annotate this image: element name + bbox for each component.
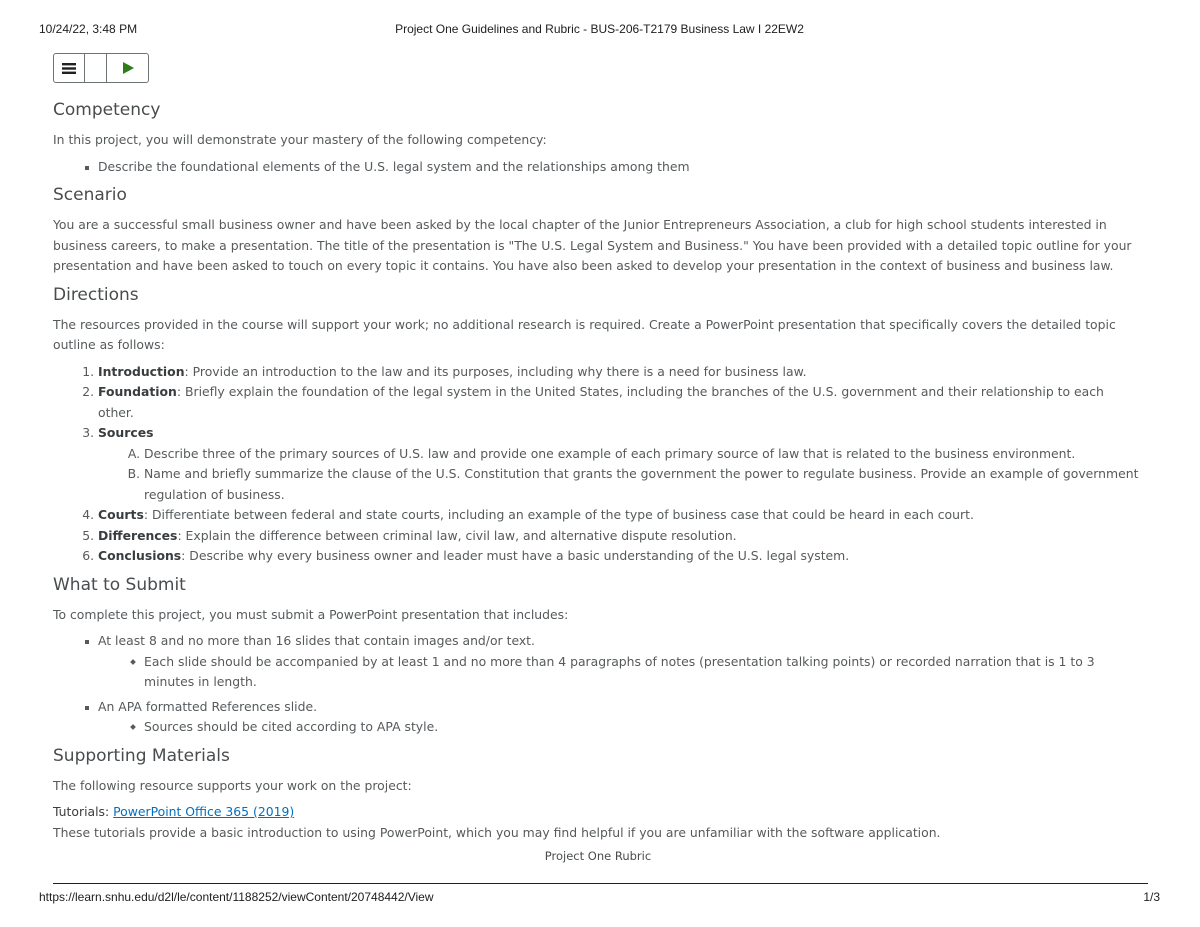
- supporting-intro: The following resource supports your work on the project:: [53, 777, 412, 793]
- print-url: https://learn.snhu.edu/d2l/le/content/1188252/viewContent/20748442/View: [39, 890, 434, 904]
- tutorials-label: Tutorials: [53, 804, 106, 819]
- item-text: : Explain the difference between criminal law, civil law, and alternative dispute resolution.: [177, 527, 737, 543]
- submit-item-text: At least 8 and no more than 16 slides that contain images and/or text.: [98, 633, 535, 648]
- directions-section: [53, 283, 1143, 567]
- scenario-section: [53, 183, 1143, 277]
- submit-subitem: Sources should be cited according to APA style.: [129, 717, 1143, 738]
- directions-heading: Directions: [53, 284, 139, 305]
- print-date: 10/24/22, 3:48 PM: [39, 22, 138, 36]
- directions-item-courts: [98, 505, 1143, 526]
- item-label: Introduction: [98, 363, 185, 379]
- menu-icon: [61, 62, 77, 75]
- submit-sublist: [98, 652, 1143, 693]
- document-content: [53, 98, 1143, 863]
- sources-subitem: B. Name and briefly summarize the clause of the U.S. Constitution that grants the government the power to regulate business. Provide an example of government regulation of business.: [144, 464, 1143, 505]
- competency-intro: In this project, you will demonstrate your mastery of the following competency:: [53, 132, 547, 147]
- sources-sublist: [98, 444, 1143, 506]
- competency-item: Describe the foundational elements of the U.S. legal system and the relationships among them: [83, 157, 1143, 178]
- submit-intro: To complete this project, you must submit a PowerPoint presentation that includes:: [53, 606, 569, 622]
- toc-menu-button[interactable]: [54, 54, 85, 82]
- item-text: : Differentiate between federal and state courts, including an example of the type of business case that could be heard in each court.: [143, 507, 974, 522]
- footer-divider: [53, 883, 1148, 884]
- submit-list: [53, 631, 1143, 738]
- competency-section: [53, 98, 1143, 177]
- directions-item-conclusions: [98, 546, 1143, 567]
- toolbar-spacer-button[interactable]: [85, 54, 107, 82]
- directions-item-differences: [98, 526, 1143, 547]
- item-label: Sources: [98, 425, 154, 440]
- directions-item-sources: [98, 423, 1143, 505]
- play-icon: [121, 61, 135, 75]
- scenario-text: You are a successful small business owner and have been asked by the local chapter of the Junior Entrepreneurs Association, a club for high school students interested in business careers, to make a presentation. The title of the presentation is "The U.S. Legal System and Business." You have been provided with a detailed topic outline for your presentation and have been asked to touch on every topic it contains. You have also been asked to develop your presentation in the context of business and business law.: [53, 217, 1132, 273]
- sources-subitem: A. Describe three of the primary sources of U.S. law and provide one example of each primary source of law that is related to the business environment.: [144, 444, 1143, 465]
- item-label: Conclusions: [98, 548, 182, 563]
- directions-intro: The resources provided in the course will support your work; no additional research is required. Create a PowerPoint presentation that specifically covers the detailed topic outline as follows:: [53, 316, 1116, 352]
- item-text: : Provide an introduction to the law and its purposes, including why there is a need for business law.: [184, 363, 807, 379]
- print-title: Project One Guidelines and Rubric - BUS-206-T2179 Business Law I 22EW2: [395, 22, 804, 36]
- powerpoint-tutorials-link[interactable]: PowerPoint Office 365 (2019): [113, 804, 295, 819]
- submit-item: [83, 697, 1143, 738]
- submit-section: [53, 573, 1143, 738]
- competency-list: [53, 157, 1143, 178]
- submit-subitem: Each slide should be accompanied by at least 1 and no more than 4 paragraphs of notes (presentation talking points) or recorded narration that is 1 to 3 minutes in length.: [129, 652, 1143, 693]
- supporting-heading: Supporting Materials: [53, 745, 230, 766]
- item-text: : Briefly explain the foundation of the legal system in the United States, including the branches of the U.S. government and their relationship to each other.: [98, 384, 1104, 420]
- item-label: Courts: [98, 507, 144, 522]
- directions-item-introduction: [98, 362, 1143, 383]
- page-number: 1/3: [1143, 890, 1160, 904]
- tutorials-description: These tutorials provide a basic introduction to using PowerPoint, which you may find helpful if you are unfamiliar with the software application.: [53, 824, 941, 840]
- tutorials-line: [53, 802, 1143, 823]
- rubric-caption: Project One Rubric: [544, 849, 652, 863]
- submit-sublist: [98, 717, 1143, 738]
- toc-toolbar: [53, 53, 149, 83]
- play-button[interactable]: [107, 54, 148, 82]
- submit-item: [83, 631, 1143, 693]
- item-label: Differences: [98, 527, 178, 543]
- directions-list: [53, 362, 1143, 567]
- item-label: Foundation: [98, 384, 177, 399]
- directions-item-foundation: [98, 382, 1143, 423]
- supporting-section: [53, 744, 1143, 844]
- submit-item-text: An APA formatted References slide.: [98, 698, 318, 714]
- item-text: : Describe why every business owner and leader must have a basic understanding of the U.S. legal system.: [181, 548, 850, 563]
- submit-heading: What to Submit: [53, 574, 186, 595]
- tutorials-separator: :: [105, 804, 114, 819]
- print-header: [39, 22, 1160, 38]
- scenario-heading: Scenario: [53, 185, 127, 205]
- competency-heading: Competency: [53, 100, 161, 120]
